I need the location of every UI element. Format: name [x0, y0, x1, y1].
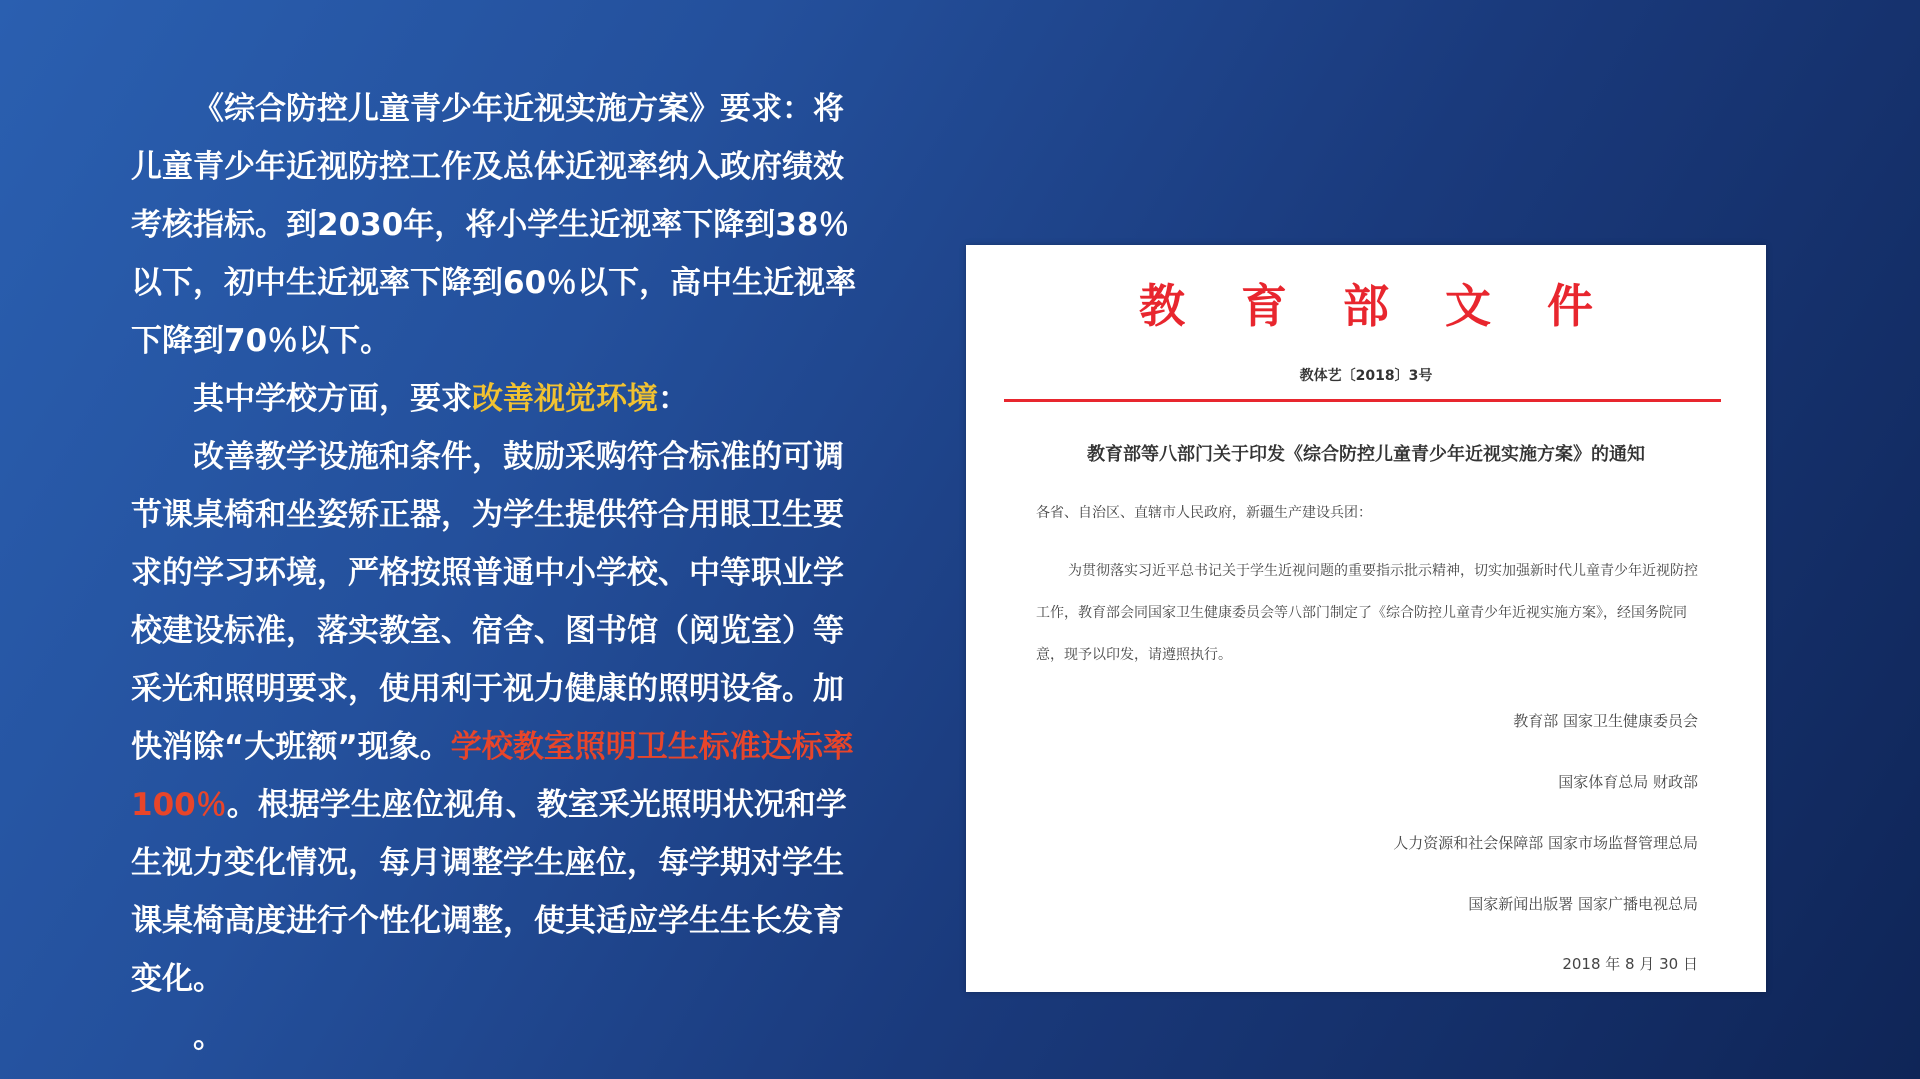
- document-header: 教育部文件: [1139, 279, 1649, 333]
- document-salutation: 各省、自治区、直辖市人民政府，新疆生产建设兵团：: [1036, 505, 1372, 521]
- policy-paragraph-3: [131, 428, 866, 1008]
- p2-text: 其中学校方面，要求: [193, 381, 472, 417]
- policy-text: [131, 80, 866, 1066]
- highlight-lighting-standard: 学校教室照明卫生标准达标率100％: [131, 729, 854, 823]
- policy-paragraph-1: 《综合防控儿童青少年近视实施方案》要求：将儿童青少年近视防控工作及总体近视率纳入政府绩效考核指标。到2030年，将小学生近视率下降到38％以下，初中生近视率下降到60％以下，高中生近视率下降到70％以下。: [131, 91, 857, 359]
- document-body: 为贯彻落实习近平总书记关于学生近视问题的重要指示批示精神，切实加强新时代儿童青少年近视防控工作，教育部会同国家卫生健康委员会等八部门制定了《综合防控儿童青少年近视实施方案》，经国务院同意，现予以印发，请遵照执行。: [1036, 563, 1698, 663]
- document-signer-3: 人力资源和社会保障部 国家市场监督管理总局: [1393, 834, 1698, 852]
- document-number: 教体艺〔2018〕3号: [1299, 368, 1433, 384]
- document-red-rule: [1004, 399, 1721, 402]
- document-signer-4: 国家新闻出版署 国家广播电视总局: [1468, 895, 1698, 913]
- trailing-mark: 。: [193, 1019, 224, 1055]
- p3-text-pre: 改善教学设施和条件，鼓励采购符合标准的可调节课桌椅和坐姿矫正器，为学生提供符合用眼卫生要求的学习环境，严格按照普通中小学校、中等职业学校建设标准，落实教室、宿舍、图书馆（阅览室）等采光和照明要求，使用利于视力健康的照明设备。加快消除“大班额”现象。: [131, 439, 844, 765]
- official-document-image: [966, 245, 1766, 992]
- document-title: 教育部等八部门关于印发《综合防控儿童青少年近视实施方案》的通知: [1087, 444, 1645, 465]
- highlight-visual-environment: 改善视觉环境: [472, 381, 658, 417]
- document-date: 2018 年 8 月 30 日: [1562, 955, 1698, 973]
- policy-paragraph-2: [131, 370, 866, 428]
- p3-text-post: 。根据学生座位视角、教室采光照明状况和学生视力变化情况，每月调整学生座位，每学期对学生课桌椅高度进行个性化调整，使其适应学生生长发育变化。: [131, 787, 847, 997]
- document-signer-2: 国家体育总局 财政部: [1558, 773, 1698, 791]
- p2-colon: ：: [658, 381, 689, 417]
- document-signer-1: 教育部 国家卫生健康委员会: [1513, 712, 1698, 730]
